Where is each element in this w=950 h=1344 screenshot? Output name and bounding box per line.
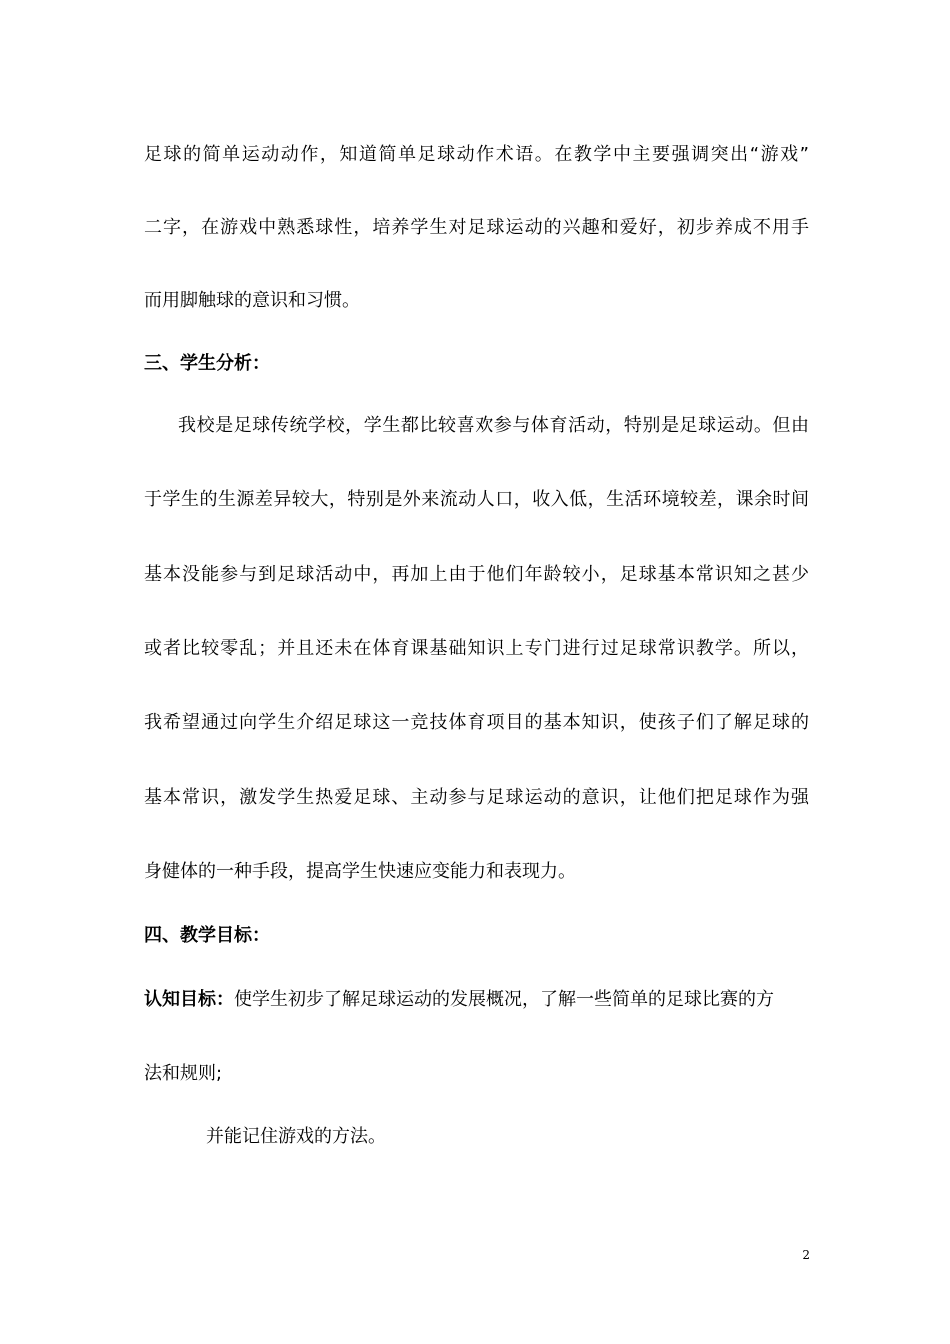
section-heading-student-analysis: 三、学生分析： xyxy=(144,353,270,374)
paragraph-line: 而用脚触球的意识和习惯。 xyxy=(144,290,360,311)
paragraph-line: 我校是足球传统学校，学生都比较喜欢参与体育活动，特别是足球运动。但由 xyxy=(178,415,809,436)
page-number: 2 xyxy=(802,1248,810,1262)
paragraph-line: 我希望通过向学生介绍足球这一竞技体育项目的基本知识，使孩子们了解足球的 xyxy=(144,712,809,733)
cognitive-goal-label: 认知目标： xyxy=(144,989,234,1010)
section-heading-teaching-goals: 四、教学目标： xyxy=(144,925,270,946)
paragraph-line: 二字，在游戏中熟悉球性，培养学生对足球运动的兴趣和爱好，初步养成不用手 xyxy=(144,217,809,238)
cognitive-goal-line xyxy=(144,988,809,1012)
paragraph-line: 于学生的生源差异较大，特别是外来流动人口，收入低，生活环境较差，课余时间 xyxy=(144,489,809,510)
cognitive-goal-text: 使学生初步了解足球运动的发展概况，了解一些简单的足球比赛的方 xyxy=(234,989,774,1010)
paragraph-line: 基本没能参与到足球活动中，再加上由于他们年龄较小，足球基本常识知之甚少 xyxy=(144,564,809,585)
paragraph-line: 身健体的一种手段，提高学生快速应变能力和表现力。 xyxy=(144,861,576,882)
paragraph-line: 法和规则; xyxy=(144,1063,223,1084)
paragraph-line: 或者比较零乱；并且还未在体育课基础知识上专门进行过足球常识教学。所以， xyxy=(144,638,809,659)
paragraph-line: 并能记住游戏的方法。 xyxy=(206,1126,386,1147)
paragraph-line: 足球的简单运动动作，知道简单足球动作术语。在教学中主要强调突出“游戏” xyxy=(144,144,809,165)
paragraph-line: 基本常识，激发学生热爱足球、主动参与足球运动的意识，让他们把足球作为强 xyxy=(144,787,809,808)
